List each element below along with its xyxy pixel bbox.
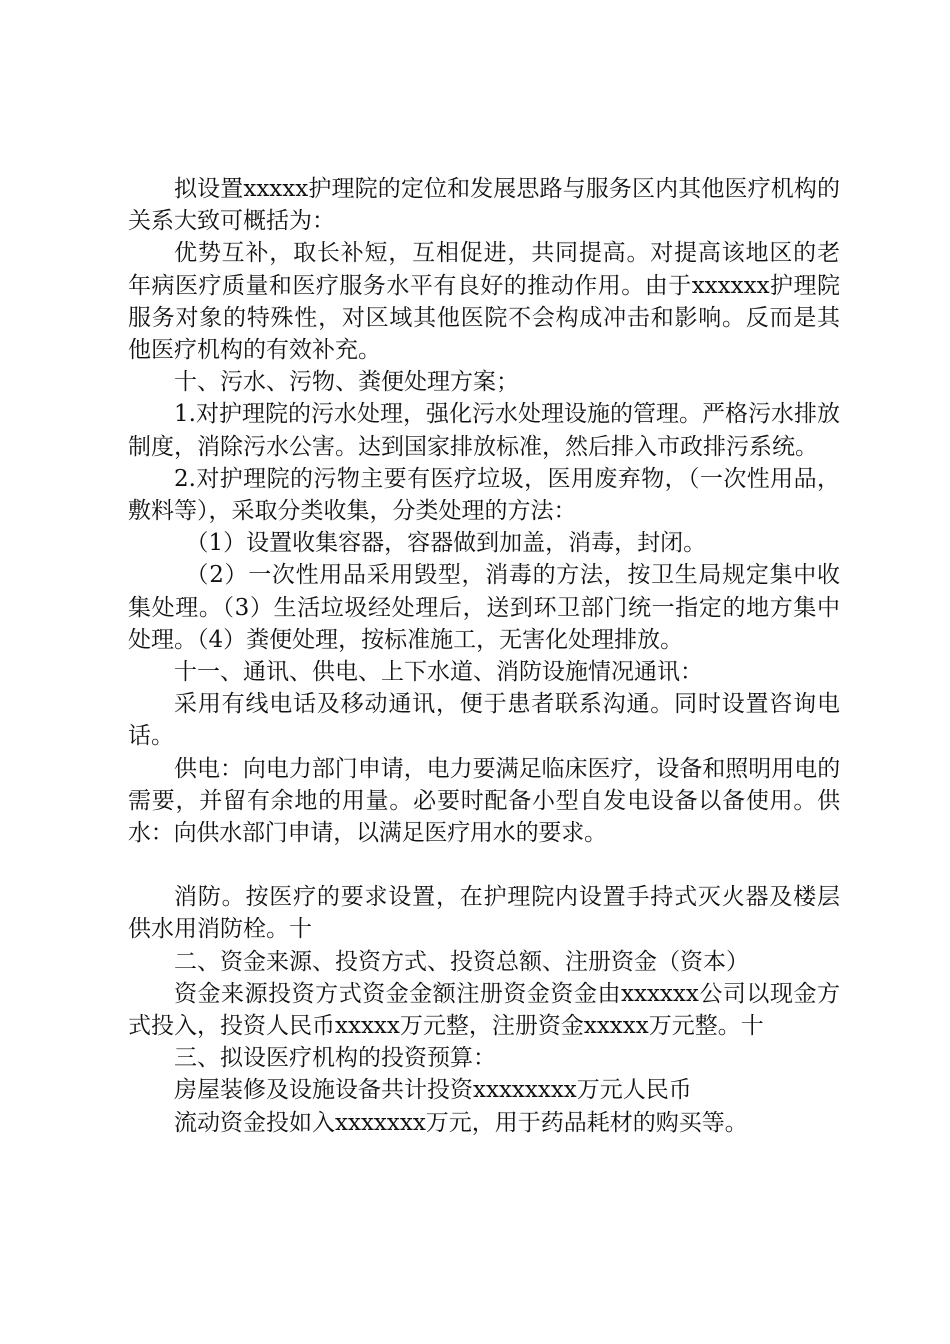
paragraph-sewage-treatment: 1.对护理院的污水处理，强化污水处理设施的管理。严格污水排放制度，消除污水公害。达到国家排放标准，然后排入市政排污系统。 xyxy=(128,401,840,460)
section-heading-utilities: 十一、通讯、供电、上下水道、消防设施情况通讯： xyxy=(174,659,703,686)
paragraph-positioning-intro: 拟设置xxxxx护理院的定位和发展思路与服务区内其他医疗机构的关系大致可概括为： xyxy=(128,176,840,235)
section-heading-investment-budget: 三、拟设医疗机构的投资预算： xyxy=(174,1045,496,1072)
paragraph-communications: 采用有线电话及移动通讯，便于患者联系沟通。同时设置咨询电话。 xyxy=(128,691,840,750)
paragraph-complementary-advantages: 优势互补，取长补短，互相促进，共同提高。对提高该地区的老年病医疗质量和医疗服务水平有良好的推动作用。由于xxxxxx护理院服务对象的特殊性，对区域其他医院不会构成冲击和影响。反而是其他医疗机构的有效补充。 xyxy=(128,240,840,364)
paragraph-medical-waste: 2.对护理院的污物主要有医疗垃圾，医用废弃物，（一次性用品，敷料等），采取分类收集，分类处理的方法： xyxy=(128,465,840,525)
document-body xyxy=(128,173,840,1139)
list-item-collection-containers: （1）设置收集容器，容器做到加盖，消毒，封闭。 xyxy=(185,530,707,557)
section-heading-funding: 二、资金来源、投资方式、投资总额、注册资金（资本） xyxy=(174,948,749,975)
paragraph-power-water-supply: 供电：向电力部门申请，电力要满足临床医疗，设备和照明用电的需要，并留有余地的用量。必要时配备小型自发电设备以备使用。供水：向供水部门申请，以满足医疗用水的要求。 xyxy=(128,755,840,847)
paragraph-funding-details: 资金来源投资方式资金金额注册资金资金由xxxxxx公司以现金方式投入，投资人民币xxxxx万元整，注册资金xxxxx万元整。十 xyxy=(128,980,840,1040)
paragraph-fire-protection: 消防。按医疗的要求设置，在护理院内设置手持式灭火器及楼层供水用消防栓。十 xyxy=(128,884,840,943)
paragraph-renovation-investment: 房屋装修及设施设备共计投资xxxxxxxx万元人民币 xyxy=(174,1077,692,1104)
paragraph-working-capital: 流动资金投如入xxxxxxx万元，用于药品耗材的购买等。 xyxy=(174,1109,748,1136)
paragraph-spacer xyxy=(128,849,840,881)
section-heading-waste-treatment: 十、污水、污物、粪便处理方案； xyxy=(174,369,519,396)
list-item-disposal-methods: （2）一次性用品采用毁型，消毒的方法，按卫生局规定集中收集处理。（3）生活垃圾经处理后，送到环卫部门统一指定的地方集中处理。（4）粪便处理，按标准施工，无害化处理排放。 xyxy=(128,562,840,653)
